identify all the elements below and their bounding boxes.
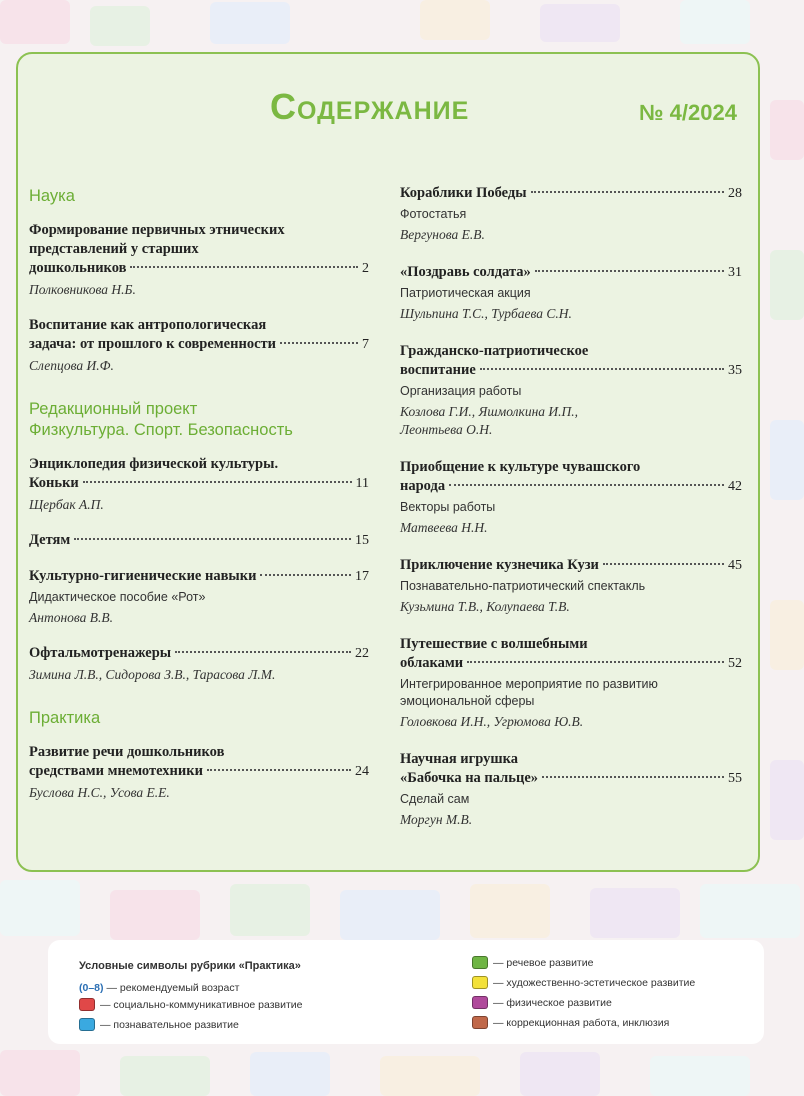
- author-line: Шульпина Т.С., Турбаева С.Н.: [400, 306, 572, 321]
- entry-title-line: Кораблики Победы: [400, 185, 527, 201]
- author-line: Буслова Н.С., Усова Е.Е.: [29, 785, 170, 800]
- entry-type: Интегрированное мероприятие по развитию эмоциональной сферы: [400, 677, 658, 708]
- background-tile: [110, 890, 200, 940]
- section-heading-text: Наука: [29, 187, 75, 205]
- toc-entry[interactable]: [29, 567, 369, 627]
- entry-title: [400, 750, 742, 788]
- entry-title: [29, 316, 369, 354]
- entry-authors: [400, 403, 742, 439]
- dot-leader: [83, 481, 352, 483]
- entry-title-line: Развитие речи дошкольников: [29, 744, 225, 760]
- entry-title-line: Гражданско-патриотическое: [400, 343, 589, 359]
- entry-type: Дидактическое пособие «Рот»: [29, 590, 206, 604]
- entry-authors: [29, 784, 369, 802]
- background-tile: [230, 884, 310, 936]
- page-number: 15: [355, 533, 369, 548]
- left-column: [29, 186, 369, 802]
- toc-entry[interactable]: [29, 455, 369, 514]
- legend-item: [79, 998, 303, 1011]
- entry-title: [29, 455, 369, 493]
- dot-leader: [467, 661, 724, 663]
- background-tile: [650, 1056, 750, 1096]
- background-tile: [770, 420, 804, 500]
- entry-title-line: Воспитание как антропологическая: [29, 317, 267, 333]
- dot-leader: [542, 776, 724, 778]
- entry-title: [29, 644, 369, 663]
- page-number: 24: [355, 764, 369, 779]
- entry-title: [29, 567, 369, 586]
- dot-leader: [603, 563, 724, 565]
- background-tile: [90, 6, 150, 46]
- toc-entry[interactable]: [29, 316, 369, 375]
- section-heading-text: Практика: [29, 709, 101, 727]
- entry-title-line: Путешествие с волшебными: [400, 636, 588, 652]
- color-swatch-icon: [79, 998, 95, 1011]
- color-swatch-icon: [472, 1016, 488, 1029]
- legend-label: — физическое развитие: [493, 996, 612, 1009]
- background-tile: [770, 600, 804, 670]
- background-tile: [380, 1056, 480, 1096]
- entry-title: [29, 531, 369, 550]
- background-tile: [340, 890, 440, 940]
- section-subheading: Физкультура. Спорт. Безопасность: [29, 421, 293, 439]
- section-heading: [29, 399, 369, 441]
- background-tile: [470, 884, 550, 938]
- page-number: 22: [355, 646, 369, 661]
- entry-authors: [29, 609, 369, 627]
- entry-title-line: Детям: [29, 532, 71, 548]
- background-tile: [770, 760, 804, 840]
- author-line: Леонтьева О.Н.: [400, 422, 493, 437]
- toc-entry[interactable]: [400, 342, 742, 439]
- entry-title-line: «Поздравь солдата»: [400, 264, 531, 280]
- author-line: Щербак А.П.: [29, 497, 104, 512]
- legend-label: — речевое развитие: [493, 956, 594, 969]
- entry-title-line: Формирование первичных этнических: [29, 222, 285, 238]
- dot-leader: [449, 484, 724, 486]
- background-tile: [0, 0, 70, 44]
- entry-title-line: Приключение кузнечика Кузи: [400, 557, 599, 573]
- entry-authors: [400, 598, 742, 616]
- author-line: Головкова И.Н., Угрюмова Ю.В.: [400, 714, 584, 729]
- entry-authors: [400, 519, 742, 537]
- background-tile: [420, 0, 490, 40]
- toc-entry[interactable]: [29, 221, 369, 299]
- dot-leader: [480, 368, 724, 370]
- entry-authors: [400, 811, 742, 829]
- page-number: 17: [355, 569, 369, 584]
- color-swatch-icon: [472, 976, 488, 989]
- author-line: Вергунова Е.В.: [400, 227, 485, 242]
- legend-item: [472, 996, 612, 1009]
- page-number: 7: [362, 337, 369, 352]
- entry-title-line: представлений у старших: [29, 241, 199, 257]
- entry-authors: [29, 496, 369, 514]
- issue-number: № 4/2024: [639, 100, 737, 125]
- page-number: 45: [728, 558, 742, 573]
- background-tile: [540, 4, 620, 42]
- section-heading: [29, 186, 369, 207]
- entry-title-line: Офтальмотренажеры: [29, 645, 172, 661]
- entry-title-line: Культурно-гигиенические навыки: [29, 568, 257, 584]
- background-tile: [680, 0, 750, 44]
- entry-title-line: народа: [400, 478, 446, 494]
- legend-box: [48, 940, 764, 1044]
- dot-leader: [531, 191, 724, 193]
- entry-title: [400, 635, 742, 673]
- color-swatch-icon: [472, 996, 488, 1009]
- entry-title: [400, 342, 742, 380]
- author-line: Кузьмина Т.В., Колупаева Т.В.: [400, 599, 570, 614]
- age-label: — рекомендуемый возраст: [106, 982, 240, 994]
- page-number: 55: [728, 771, 742, 786]
- entry-title-line: воспитание: [400, 362, 476, 378]
- background-tile: [590, 888, 680, 938]
- entry-title-line: облаками: [400, 655, 464, 671]
- background-tile: [0, 1050, 80, 1096]
- entry-type: Познавательно-патриотический спектакль: [400, 579, 646, 593]
- page-number: 2: [362, 261, 369, 276]
- entry-type: Сделай сам: [400, 792, 470, 806]
- entry-title: [29, 743, 369, 781]
- dot-leader: [175, 651, 351, 653]
- background-tile: [250, 1052, 330, 1096]
- author-line: Зимина Л.В., Сидорова З.В., Тарасова Л.М.: [29, 667, 276, 682]
- page-number: 11: [355, 476, 369, 491]
- page-number: 31: [728, 265, 742, 280]
- dot-leader: [280, 342, 358, 344]
- section-heading: [29, 708, 369, 729]
- background-tile: [520, 1052, 600, 1096]
- toc-entry[interactable]: [400, 458, 742, 537]
- age-code: (0–8): [79, 982, 104, 994]
- legend-item: [472, 956, 593, 969]
- color-swatch-icon: [79, 1018, 95, 1031]
- entry-title: [29, 221, 369, 278]
- entry-title-line: Коньки: [29, 475, 79, 491]
- entry-title-line: Научная игрушка: [400, 751, 518, 767]
- background-tile: [120, 1056, 210, 1096]
- toc-entry[interactable]: [400, 750, 742, 829]
- dot-leader: [260, 574, 351, 576]
- entry-authors: [29, 281, 369, 299]
- toc-entry[interactable]: [400, 635, 742, 731]
- entry-title-line: задача: от прошлого к современности: [29, 336, 276, 352]
- entry-title-line: Приобщение к культуре чувашского: [400, 459, 641, 475]
- entry-title: [400, 184, 742, 203]
- legend-label: — социально-коммуникативное развитие: [100, 998, 303, 1011]
- dot-leader: [207, 769, 351, 771]
- entry-type: Организация работы: [400, 384, 522, 398]
- background-tile: [700, 884, 800, 938]
- toc-entry[interactable]: [400, 263, 742, 323]
- toc-entry[interactable]: [400, 184, 742, 244]
- entry-type: Векторы работы: [400, 500, 496, 514]
- entry-type: Фотостатья: [400, 207, 467, 221]
- dot-leader: [74, 538, 351, 540]
- entry-authors: [29, 357, 369, 375]
- page-number: 52: [728, 656, 742, 671]
- entry-title: [400, 263, 742, 282]
- page-number: 35: [728, 363, 742, 378]
- legend-label: — коррекционная работа, инклюзия: [493, 1016, 670, 1029]
- entry-authors: [400, 226, 742, 244]
- section-heading-text: Редакционный проект: [29, 400, 198, 418]
- toc-entry[interactable]: [29, 644, 369, 684]
- entry-type: Патриотическая акция: [400, 286, 531, 300]
- background-tile: [210, 2, 290, 44]
- page-number: 42: [728, 479, 742, 494]
- entry-title-line: средствами мнемотехники: [29, 763, 203, 779]
- right-column: [400, 184, 742, 829]
- background-tile: [0, 880, 80, 936]
- entry-title: [400, 458, 742, 496]
- author-line: Антонова В.В.: [29, 610, 114, 625]
- legend-item: [79, 1018, 239, 1031]
- author-line: Матвеева Н.Н.: [400, 520, 488, 535]
- legend-label: — художественно-эстетическое развитие: [493, 976, 696, 989]
- legend-item: [472, 976, 695, 989]
- author-line: Моргун М.В.: [400, 812, 473, 827]
- entry-title: [400, 556, 742, 575]
- author-line: Полковникова Н.Б.: [29, 282, 136, 297]
- dot-leader: [130, 266, 358, 268]
- entry-authors: [29, 666, 369, 684]
- background-tile: [770, 100, 804, 160]
- toc-entry[interactable]: [29, 531, 369, 550]
- legend-label: — познавательное развитие: [100, 1018, 239, 1031]
- dot-leader: [535, 270, 724, 272]
- entry-title-line: Энциклопедия физической культуры.: [29, 456, 279, 472]
- entry-title-line: дошкольников: [29, 260, 127, 276]
- legend-title: Условные символы рубрики «Практика»: [79, 960, 301, 972]
- author-line: Козлова Г.И., Яшмолкина И.П.,: [400, 404, 579, 419]
- entry-title-line: «Бабочка на пальце»: [400, 770, 539, 786]
- legend-age-row: [79, 982, 239, 994]
- toc-entry[interactable]: [400, 556, 742, 616]
- background-tile: [770, 250, 804, 320]
- toc-entry[interactable]: [29, 743, 369, 802]
- color-swatch-icon: [472, 956, 488, 969]
- page-number: 28: [728, 186, 742, 201]
- entry-authors: [400, 305, 742, 323]
- page-title: Содержание: [270, 86, 470, 127]
- author-line: Слепцова И.Ф.: [29, 358, 114, 373]
- entry-authors: [400, 713, 742, 731]
- legend-item: [472, 1016, 669, 1029]
